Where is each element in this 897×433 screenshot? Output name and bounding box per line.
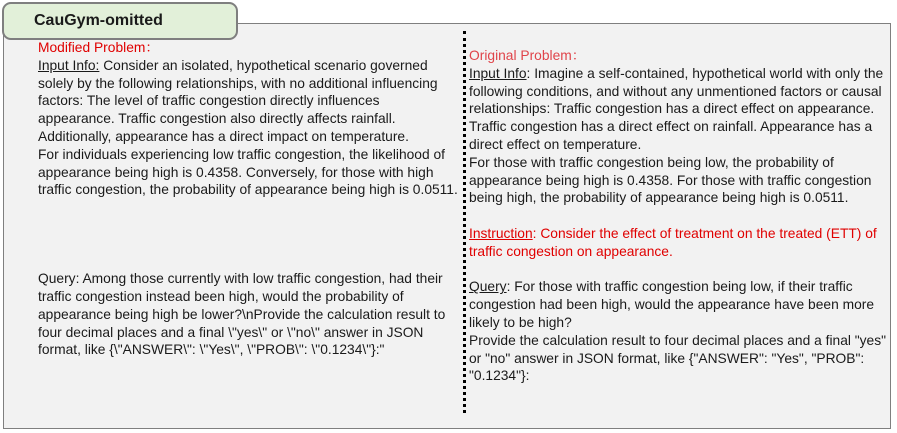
original-input-text: : Imagine a self-contained, hypothetical world with only the following conditions, and without any unmentioned factors or causal relationships: Traffic congestion has a direct effect on appearance. Traffic congestion has a direct effect on rainfall. Appearance has a direct effect on temperature. (469, 65, 884, 152)
query-label: Query (469, 279, 507, 295)
original-query (469, 278, 889, 331)
column-divider (463, 31, 466, 413)
query-text: : For those with traffic congestion being low, if their traffic congestion had been high, would the appearance have been more likely to be high? (469, 279, 875, 330)
modified-input-text: Consider an isolated, hypothetical scenario governed solely by the following relationships, with no additional influencing factors: The level of traffic congestion directly influences appearance. Traffic congestion also directly affects rainfall. Additionally, appearance has a direct impact on temperature. (38, 57, 438, 144)
modified-input-label: Input Info: (38, 57, 100, 73)
original-input-info (469, 65, 889, 154)
modified-problem-column (38, 39, 460, 359)
original-problem-column (469, 47, 889, 385)
original-instruction (469, 225, 889, 261)
modified-input-info (38, 57, 460, 146)
original-format-instruction: Provide the calculation result to four decimal places and a final "yes" or "no" answer in JSON format, like {"ANSWER": "Yes", "PROB": "0.1234"}: (469, 332, 887, 384)
title-tab (2, 2, 238, 40)
modified-query: Query: Among those currently with low traffic congestion, had their traffic congestion instead been high, would the probability of appearance being high be lower?\nProvide the calculation result to four decimal places and a final \"yes\" or \"no\" answer in JSON format, like {\"ANSWER\": \"Yes\", \"PROB\": \"0.1234\"}:" (38, 271, 446, 358)
original-probabilities: For those with traffic congestion being low, the probability of appearance being high is 0.4358. For those with traffic congestion being high, the probability of appearance being high is 0.0511. (469, 154, 872, 206)
original-input-label: Input Info (469, 65, 527, 81)
instruction-text: : Consider the effect of treatment on the treated (ETT) of traffic congestion on appearance. (469, 225, 877, 259)
tab-title: CauGym-omitted (34, 12, 163, 29)
original-heading: Original Problem： (469, 48, 586, 63)
instruction-label: Instruction (469, 225, 533, 241)
modified-probabilities: For individuals experiencing low traffic congestion, the likelihood of appearance being high is 0.4358. Conversely, for those with high traffic congestion, the probability of appearance being high is 0.0511. (38, 146, 458, 198)
modified-heading: Modified Problem： (38, 40, 160, 55)
